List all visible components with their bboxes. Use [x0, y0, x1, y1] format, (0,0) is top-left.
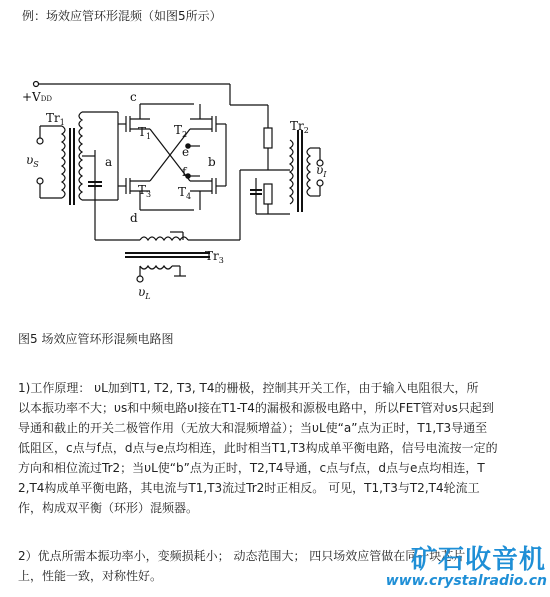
working-principle-paragraph — [18, 378, 544, 518]
node-a-label: a — [105, 155, 113, 169]
node-e-label: e — [182, 145, 190, 159]
paragraph-line: 低阻区，c点与f点，d点与e点均相连，此时相当T1,T3构成单平衡电路，信号电流按一定的 — [18, 441, 498, 455]
paragraph-line: 作，构成双平衡（环形）混频器。 — [18, 501, 199, 515]
supply-label: +VDD — [22, 90, 52, 104]
t2-label: $T_2$ — [174, 123, 188, 139]
vl-label: $\upsilon_L$ — [138, 285, 151, 300]
watermark-url: www.crystalradio.cn — [385, 573, 547, 589]
node-b-label: b — [208, 155, 216, 169]
site-watermark — [383, 537, 550, 597]
paragraph-line: 2）优点所需本振功率小，变频损耗小； 动态范围大； 四只场效应管做在同一块芯片 — [18, 549, 466, 563]
t4-label: $T_4$ — [178, 185, 192, 201]
paragraph-line: 以本振功率不大；υs和中频电路υI接在T1-T4的漏极和源极电路中，所以FET管对υs只起到 — [18, 401, 494, 415]
vi-label: $\upsilon_I$ — [316, 163, 327, 179]
paragraph-line: 2,T4构成单平衡电路，其电流与T1,T3流过Tr2时正相反。 可见，T1,T3与T2,T4轮流工 — [18, 481, 480, 495]
tr3-label: $Tr_3$ — [205, 249, 224, 265]
node-d-label: d — [130, 211, 138, 225]
node-c-label: c — [130, 90, 137, 104]
figure-caption: 图5 场效应管环形混频电路图 — [18, 332, 174, 346]
tr2-label: $Tr_2$ — [290, 119, 309, 135]
paragraph-line: 方向和相位流过Tr2；当υL使“b”点为正时，T2,T4导通，c点与f点，d点与e点均相连，T — [18, 461, 485, 475]
node-f-label: f — [182, 165, 187, 179]
t1-label: $T_1$ — [138, 125, 152, 141]
watermark-title: 矿石收音机 — [410, 545, 546, 575]
t3-label: $T_3$ — [138, 183, 152, 199]
tr1-label: $Tr_1$ — [46, 111, 65, 127]
paragraph-line: 1)工作原理： υL加到T1, T2, T3, T4的栅极，控制其开关工作，由于输入电阻很大，所 — [18, 381, 479, 395]
ring-mixer-circuit-diagram — [0, 60, 550, 300]
paragraph-line: 导通和截止的开关二极管作用（无放大和混频增益）；当υL使“a”点为正时，T1,T3导通至 — [18, 421, 488, 435]
vs-label: $\upsilon_S$ — [26, 153, 39, 169]
paragraph-line: 上，性能一致，对称性好。 — [18, 569, 163, 583]
page-heading: 例：场效应管环形混频（如图5所示） — [22, 9, 222, 23]
